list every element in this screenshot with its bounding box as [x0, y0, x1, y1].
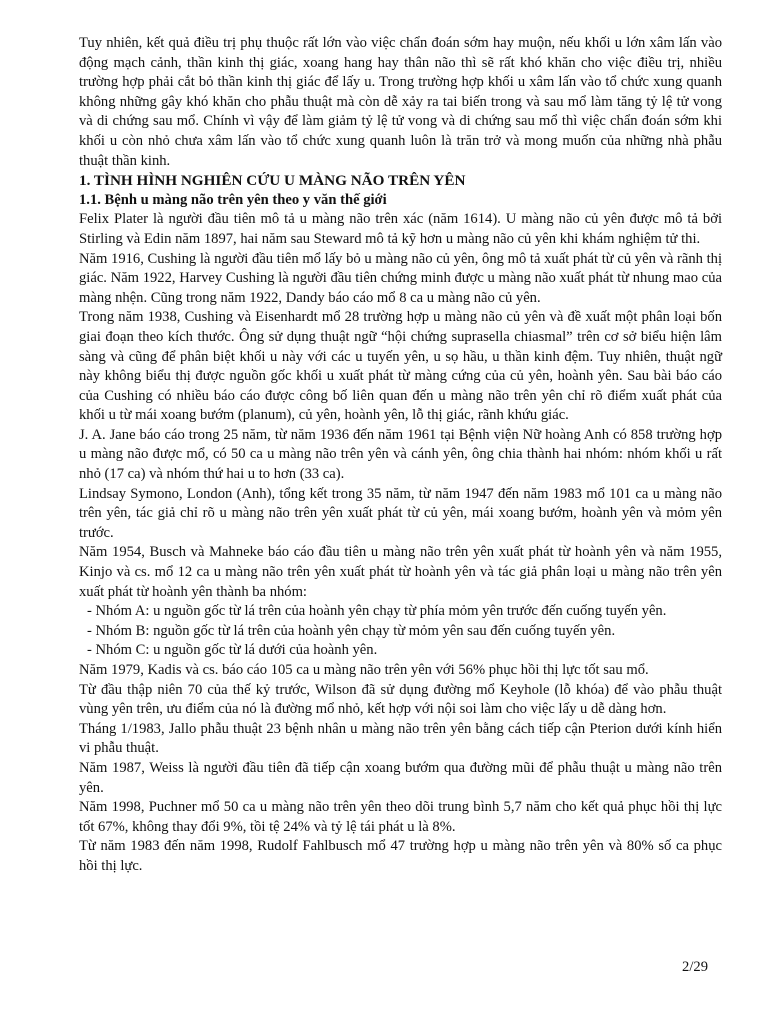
page-number: 2/29	[682, 959, 708, 975]
paragraph-fahlbusch: Từ năm 1983 đến năm 1998, Rudolf Fahlbusch mổ 47 trường hợp u màng não trên yên và 80% số ca phục hồi thị lực.	[79, 838, 722, 874]
paragraph-puchner: Năm 1998, Puchner mổ 50 ca u màng não trên yên theo dõi trung bình 5,7 năm cho kết quả phục hồi thị lực tốt 67%, không thay đổi 9%, tồi tệ 24% và tỷ lệ tái phát u là 8%.	[79, 799, 722, 835]
paragraph-busch-kinjo: Năm 1954, Busch và Mahneke báo cáo đầu tiên u màng não trên yên xuất phát từ hoành yên và năm 1955, Kinjo và cs. mổ 12 ca u màng não trên yên xuất phát từ hoành yên và tác giả phân loại u màng não trên yên xuất phát từ hoành yên thành ba nhóm:	[79, 544, 722, 600]
section-heading: 1. TÌNH HÌNH NGHIÊN CỨU U MÀNG NÃO TRÊN YÊN	[79, 172, 466, 190]
group-item-c: - Nhóm C: u nguồn gốc từ lá dưới của hoành yên.	[87, 642, 378, 659]
paragraph-jallo: Tháng 1/1983, Jallo phẫu thuật 23 bệnh nhân u màng não trên yên bằng cách tiếp cận Pterion dưới kính hiển vi phẫu thuật.	[79, 720, 722, 757]
paragraph-cushing-1916: Năm 1916, Cushing là người đầu tiên mổ lấy bỏ u màng não củ yên, ông mô tả xuất phát từ củ yên và rãnh thị giác. Năm 1922, Harvey Cushing là người đầu tiên chứng minh được u màng não xuất phát từ nhung mao của màng nhện. Cũng trong năm 1922, Dandy báo cáo mổ 8 ca u màng não củ yên.	[79, 250, 722, 306]
subsection-heading: 1.1. Bệnh u màng não trên yên theo y văn thế giới	[79, 191, 387, 208]
paragraph-kadis: Năm 1979, Kadis và cs. báo cáo 105 ca u màng não trên yên với 56% phục hồi thị lực tốt sau mổ.	[79, 662, 649, 678]
paragraph-wilson: Từ đầu thập niên 70 của thế kỷ trước, Wilson đã sử dụng đường mổ Keyhole (lỗ khóa) để vào phẫu thuật vùng yên trên, ưu điểm của nó là đường mổ nhỏ, kết hợp với nội soi làm cho việc lấy u dễ dàng hơn.	[79, 681, 722, 718]
group-item-a: - Nhóm A: u nguồn gốc từ lá trên của hoành yên chạy từ phía mỏm yên trước đến cuống tuyến yên.	[87, 603, 667, 620]
paragraph-cushing-1938: Trong năm 1938, Cushing và Eisenhardt mổ 28 trường hợp u màng não củ yên và đề xuất một phân loại bốn giai đoạn theo kích thước. Ông sử dụng thuật ngữ “hội chứng suprasella chiasmal” trên cơ sở biểu hiện lâm sàng và cũng để phân biệt khối u này với các u tuyến yên, u sọ hầu, u thần kinh đệm. Tuy nhiên, thuật ngữ này không biểu thị được nguồn gốc khối u xuất phát từ màng cứng của củ yên, hoành yên. Sau bài báo cáo của Cushing có nhiều báo cáo được công bố liên quan đến u màng não trên yên chỉ rõ điểm xuất phát của khối u từ mái xoang bướm (planum), củ yên, hoành yên, lỗ thị giác, rãnh khứu giác.	[79, 309, 722, 424]
paragraph-felix-plater: Felix Plater là người đầu tiên mô tả u màng não trên xác (năm 1614). U màng não củ yên được mô tả bởi Stirling và Edin năm 1897, hai năm sau Steward mô tả kỹ hơn u màng não củ yên khi khám nghiệm tử thi.	[79, 211, 722, 247]
intro-paragraph: Tuy nhiên, kết quả điều trị phụ thuộc rất lớn vào việc chẩn đoán sớm hay muộn, nếu khối u lớn xâm lấn vào động mạch cảnh, thần kinh thị giác, xoang hang hay thân não thì sẽ rất khó khăn cho việc điều trị, nhiều trường hợp phải cắt bỏ thần kinh thị giác để lấy u. Trong trường hợp khối u xâm lấn vào tổ chức xung quanh không những gây khó khăn cho phẫu thuật mà còn dễ xảy ra tai biến trong và sau mổ làm tăng tỷ lệ tử vong và di chứng sau mổ. Chính vì vậy để làm giảm tỷ lệ tử vong và di chứng sau mổ thì việc chẩn đoán sớm khi khối u còn nhỏ chưa xâm lấn vào tổ chức xung quanh luôn là trăn trở và mong muốn của những nhà phẫu thuật thần kinh.	[79, 35, 722, 169]
group-item-b: - Nhóm B: nguồn gốc từ lá trên của hoành yên chạy từ mỏm yên sau đến cuống tuyến yên.	[87, 622, 616, 639]
paragraph-jane: J. A. Jane báo cáo trong 25 năm, từ năm 1936 đến năm 1961 tại Bệnh viện Nữ hoàng Anh có 858 trường hợp u màng não được mổ, có 50 ca u màng não trên yên và cánh yên, ông chia thành hai nhóm: nhóm khối u rất nhỏ (17 ca) và nhóm thứ hai u to hơn (33 ca).	[79, 426, 722, 483]
paragraph-symono: Lindsay Symono, London (Anh), tổng kết trong 35 năm, từ năm 1947 đến năm 1983 mổ 101 ca u màng não trên yên, tác giả chỉ rõ u màng não trên yên xuất phát từ củ yên, mái xoang bướm, hoành yên và mỏm yên trước.	[79, 485, 722, 541]
paragraph-weiss: Năm 1987, Weiss là người đầu tiên đã tiếp cận xoang bướm qua đường mũi để phẫu thuật u màng não trên yên.	[79, 759, 722, 796]
